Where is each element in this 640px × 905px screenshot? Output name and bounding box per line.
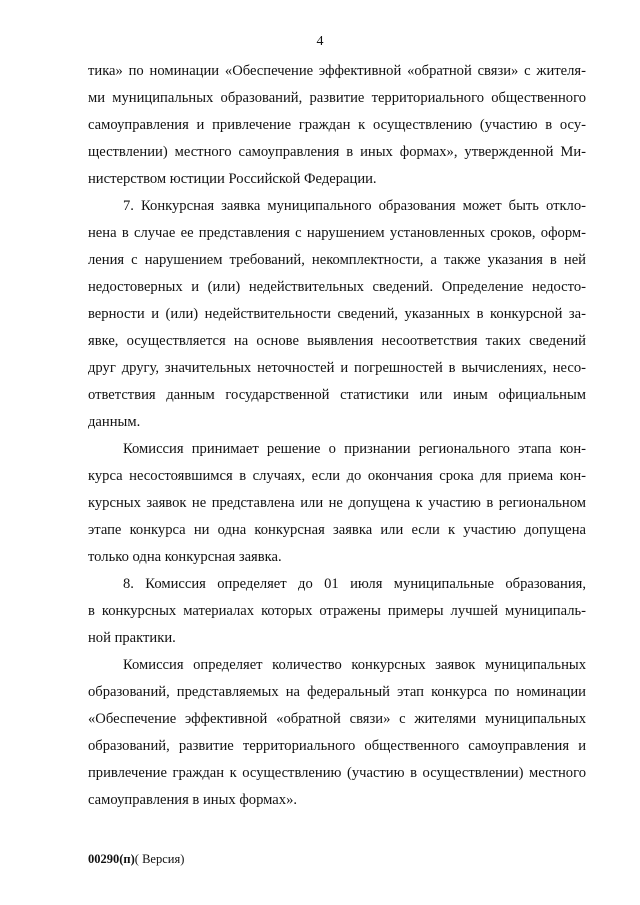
paragraph bbox=[88, 58, 586, 193]
paragraph bbox=[88, 436, 586, 571]
text-line: друг другу, значительных неточностей и погрешностей в вычислениях, несо- bbox=[88, 360, 586, 376]
text-line: 7. Конкурсная заявка муниципального образования может быть откло- bbox=[123, 198, 586, 214]
page-number: 4 bbox=[316, 34, 324, 49]
text-line: ответствия данным государственной статистики или иным официальным bbox=[88, 387, 586, 403]
text-line: ной практики. bbox=[88, 630, 176, 646]
text-line: Комиссия определяет количество конкурсных заявок муниципальных bbox=[123, 657, 586, 673]
text-line: образований, представляемых на федеральный этап конкурса по номинации bbox=[88, 684, 586, 700]
text-line: верности и (или) недействительности сведений, указанных в конкурсной за- bbox=[88, 306, 586, 322]
text-line: ми муниципальных образований, развитие территориального общественного bbox=[88, 90, 586, 106]
text-line: недостоверных и (или) недействительных сведений. Определение недосто- bbox=[88, 279, 586, 295]
text-line: только одна конкурсная заявка. bbox=[88, 549, 282, 565]
text-line: образований, развитие территориального общественного самоуправления и bbox=[88, 738, 586, 754]
text-line: нена в случае ее представления с нарушением установленных сроков, оформ- bbox=[88, 225, 586, 241]
text-line: самоуправления в иных формах». bbox=[88, 792, 298, 808]
text-line: ления с нарушением требований, некомплектности, а также указания в ней bbox=[88, 252, 586, 268]
paragraph bbox=[88, 193, 586, 436]
text-line: «Обеспечение эффективной «обратной связи» с жителями муниципальных bbox=[88, 711, 586, 727]
text-line: привлечение граждан к осуществлению (участию в осуществлении) местного bbox=[88, 765, 586, 781]
paragraph bbox=[88, 571, 586, 652]
document-code: 00290(п) bbox=[88, 852, 135, 866]
text-line: нистерством юстиции Российской Федерации. bbox=[88, 171, 377, 187]
text-line: явке, осуществляется на основе выявления несоответствия таких сведений bbox=[88, 333, 586, 349]
text-line: самоуправления и привлечение граждан к осуществлению (участию в осу- bbox=[88, 117, 586, 133]
text-line: ществлении) местного самоуправления в иных формах», утвержденной Ми- bbox=[88, 144, 586, 160]
text-line: Комиссия принимает решение о признании регионального этапа кон- bbox=[123, 441, 586, 457]
text-line: курсных заявок не представлена или не допущена к участию в региональном bbox=[88, 495, 586, 511]
text-line: курса несостоявшимся в случаях, если до окончания срока для приема кон- bbox=[88, 468, 586, 484]
document-body bbox=[88, 58, 586, 814]
paragraph bbox=[88, 652, 586, 814]
document-version: ( Версия) bbox=[134, 852, 185, 866]
text-line: в конкурсных материалах которых отражены примеры лучшей муниципаль- bbox=[88, 603, 586, 619]
text-line: этапе конкурса ни одна конкурсная заявка или если к участию допущена bbox=[88, 522, 586, 538]
text-line: тика» по номинации «Обеспечение эффективной «обратной связи» с жителя- bbox=[88, 63, 586, 79]
text-line: данным. bbox=[88, 414, 141, 430]
text-line: 8. Комиссия определяет до 01 июля муниципальные образования, bbox=[123, 576, 586, 592]
document-footer bbox=[88, 852, 184, 867]
